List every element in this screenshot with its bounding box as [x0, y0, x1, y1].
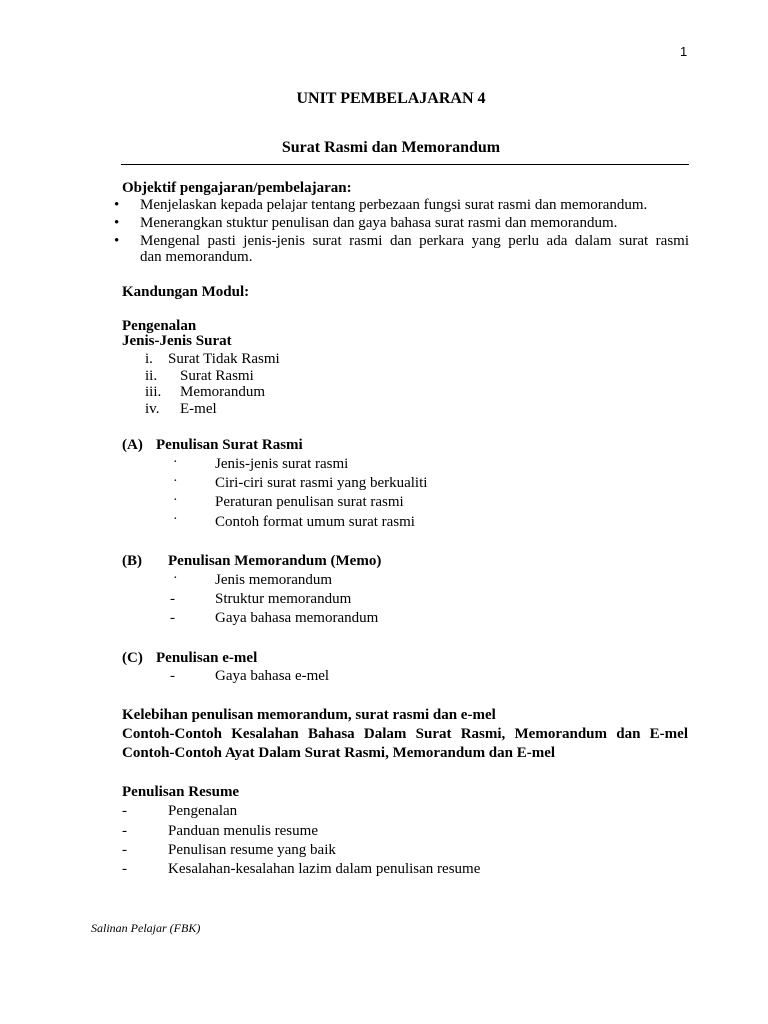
bullet-icon: ·: [173, 512, 178, 527]
bullet-icon: ·: [173, 571, 178, 586]
list-item: Surat Rasmi: [180, 368, 254, 384]
list-item: Jenis-jenis surat rasmi: [215, 456, 349, 472]
list-item: Surat Tidak Rasmi: [168, 351, 280, 367]
intro-heading: Pengenalan: [122, 318, 197, 334]
section-c-title: Penulisan e-mel: [156, 650, 258, 666]
section-b-label: (B): [122, 553, 142, 569]
objective-item: Menerangkan stuktur penulisan dan gaya bahasa surat rasmi dan memorandum.: [140, 215, 618, 231]
list-item: Kesalahan-kesalahan lazim dalam penulisan resume: [168, 861, 481, 877]
page-number: 1: [680, 44, 688, 59]
dash-marker: -: [170, 668, 175, 684]
unit-title: UNIT PEMBELAJARAN 4: [296, 90, 486, 107]
bullet-icon: •: [114, 215, 120, 231]
list-number: i.: [145, 351, 153, 367]
list-item: Penulisan resume yang baik: [168, 842, 336, 858]
bullet-icon: ·: [173, 493, 178, 508]
list-item: Contoh format umum surat rasmi: [215, 514, 415, 530]
topic-line: Contoh-Contoh Kesalahan Bahasa Dalam Surat Rasmi, Memorandum dan E-mel: [122, 726, 688, 742]
list-item: Peraturan penulisan surat rasmi: [215, 494, 404, 510]
dash-marker: -: [122, 842, 127, 858]
section-a-title: Penulisan Surat Rasmi: [156, 437, 303, 453]
objective-item: Menjelaskan kepada pelajar tentang perbezaan fungsi surat rasmi dan memorandum.: [140, 197, 648, 213]
dash-marker: -: [122, 823, 127, 839]
topic-line: Kelebihan penulisan memorandum, surat rasmi dan e-mel: [122, 707, 496, 723]
list-number: iv.: [145, 401, 160, 417]
dash-marker: -: [170, 591, 175, 607]
list-item: Ciri-ciri surat rasmi yang berkualiti: [215, 475, 428, 491]
topic-line: Contoh-Contoh Ayat Dalam Surat Rasmi, Memorandum dan E-mel: [122, 745, 556, 761]
list-item: E-mel: [180, 401, 217, 417]
list-item: Struktur memorandum: [215, 591, 352, 607]
document-title: Surat Rasmi dan Memorandum: [281, 139, 501, 156]
list-item: Pengenalan: [168, 803, 238, 819]
list-item: Panduan menulis resume: [168, 823, 318, 839]
dash-marker: -: [122, 803, 127, 819]
module-contents-heading: Kandungan Modul:: [122, 284, 250, 300]
resume-heading: Penulisan Resume: [122, 784, 240, 800]
bullet-icon: •: [114, 233, 120, 249]
dash-marker: -: [122, 861, 127, 877]
objectives-heading: Objektif pengajaran/pembelajaran:: [122, 180, 352, 196]
list-item: Gaya bahasa e-mel: [215, 668, 330, 684]
list-item: Memorandum: [180, 384, 265, 400]
list-number: ii.: [145, 368, 158, 384]
list-item: Gaya bahasa memorandum: [215, 610, 379, 626]
section-c-label: (C): [122, 650, 143, 666]
list-item: Jenis memorandum: [215, 572, 333, 588]
objective-item: Mengenal pasti jenis-jenis surat rasmi dan perkara yang perlu ada dalam surat rasmi: [140, 233, 689, 249]
title-divider: [121, 164, 689, 165]
objective-item-continued: dan memorandum.: [140, 249, 253, 265]
section-a-label: (A): [122, 437, 143, 453]
bullet-icon: •: [114, 197, 120, 213]
dash-marker: -: [170, 610, 175, 626]
section-b-title: Penulisan Memorandum (Memo): [168, 553, 382, 569]
bullet-icon: ·: [173, 474, 178, 489]
letter-types-heading: Jenis-Jenis Surat: [122, 333, 232, 349]
bullet-icon: ·: [173, 455, 178, 470]
list-number: iii.: [145, 384, 162, 400]
footer-note: Salinan Pelajar (FBK): [91, 921, 201, 935]
